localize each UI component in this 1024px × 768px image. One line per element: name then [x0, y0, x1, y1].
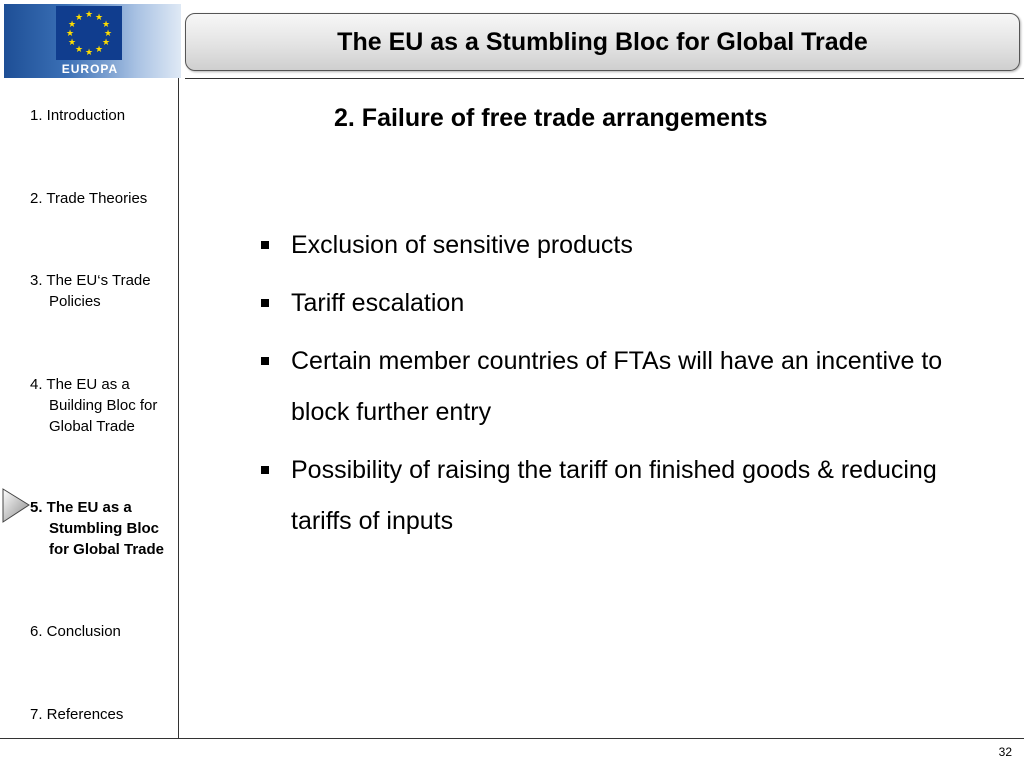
bullet-item: [258, 220, 958, 271]
nav-item-label: 3. The EU‘s Trade: [30, 272, 151, 289]
bullet-item: [258, 445, 958, 547]
header-divider: [185, 78, 1024, 79]
slide-title: The EU as a Stumbling Bloc for Global Trade: [337, 28, 868, 56]
nav-item-building-bloc[interactable]: [30, 374, 180, 437]
title-bar: [185, 13, 1020, 71]
bullet-square-icon: [261, 299, 269, 307]
svg-text:★: ★: [101, 38, 111, 48]
svg-text:★: ★: [67, 38, 77, 48]
logo-text: EUROPA: [61, 62, 119, 76]
bullet-text: Exclusion of sensitive products: [291, 231, 633, 259]
bullet-square-icon: [261, 357, 269, 365]
eu-flag-icon: [56, 6, 122, 60]
nav-item-label: 1. Introduction: [30, 107, 126, 124]
svg-text:★: ★: [94, 45, 104, 55]
page-number: 32: [998, 745, 1012, 759]
nav-item-label: 2. Trade Theories: [30, 190, 148, 207]
svg-text:★: ★: [101, 20, 111, 30]
bullet-text: Certain member countries of FTAs will have an incentive to block further entry: [291, 347, 943, 426]
svg-text:★: ★: [84, 48, 94, 58]
current-section-arrow-icon: [2, 488, 30, 529]
bullet-text: Possibility of raising the tariff on finished goods & reducing tariffs of inputs: [291, 456, 937, 535]
nav-item-stumbling-bloc[interactable]: [30, 497, 180, 560]
svg-text:★: ★: [74, 45, 84, 55]
bullet-item: [258, 278, 958, 329]
nav-item-label-cont: Stumbling Bloc: [49, 520, 159, 537]
nav-item-label-cont: Policies: [49, 293, 101, 310]
nav-item-label-cont: Global Trade: [49, 418, 135, 435]
nav-item-label: 6. Conclusion: [30, 623, 121, 640]
bullet-text: Tariff escalation: [291, 289, 465, 317]
nav-item-label: 5. The EU as a: [30, 499, 132, 516]
bullet-list: [258, 220, 958, 554]
europa-logo: [4, 4, 181, 78]
nav-item-label-cont: for Global Trade: [49, 541, 165, 558]
bullet-square-icon: [261, 241, 269, 249]
section-subtitle: 2. Failure of free trade arrangements: [334, 104, 768, 132]
nav-item-conclusion[interactable]: [30, 621, 180, 642]
nav-item-eu-trade-policies[interactable]: [30, 270, 180, 312]
footer-divider: [0, 738, 1024, 739]
nav-item-trade-theories[interactable]: [30, 188, 180, 209]
svg-text:★: ★: [94, 13, 104, 23]
svg-text:★: ★: [74, 13, 84, 23]
bullet-square-icon: [261, 466, 269, 474]
nav-item-label: 4. The EU as a: [30, 376, 130, 393]
bullet-item: [258, 336, 958, 438]
svg-text:★: ★: [84, 10, 94, 20]
nav-item-label-cont: Building Bloc for: [49, 397, 158, 414]
nav-item-introduction[interactable]: [30, 105, 180, 126]
svg-text:★: ★: [103, 29, 113, 39]
svg-text:★: ★: [65, 29, 75, 39]
nav-item-label: 7. References: [30, 706, 124, 723]
nav-item-references[interactable]: [30, 704, 180, 725]
svg-text:★: ★: [67, 20, 77, 30]
